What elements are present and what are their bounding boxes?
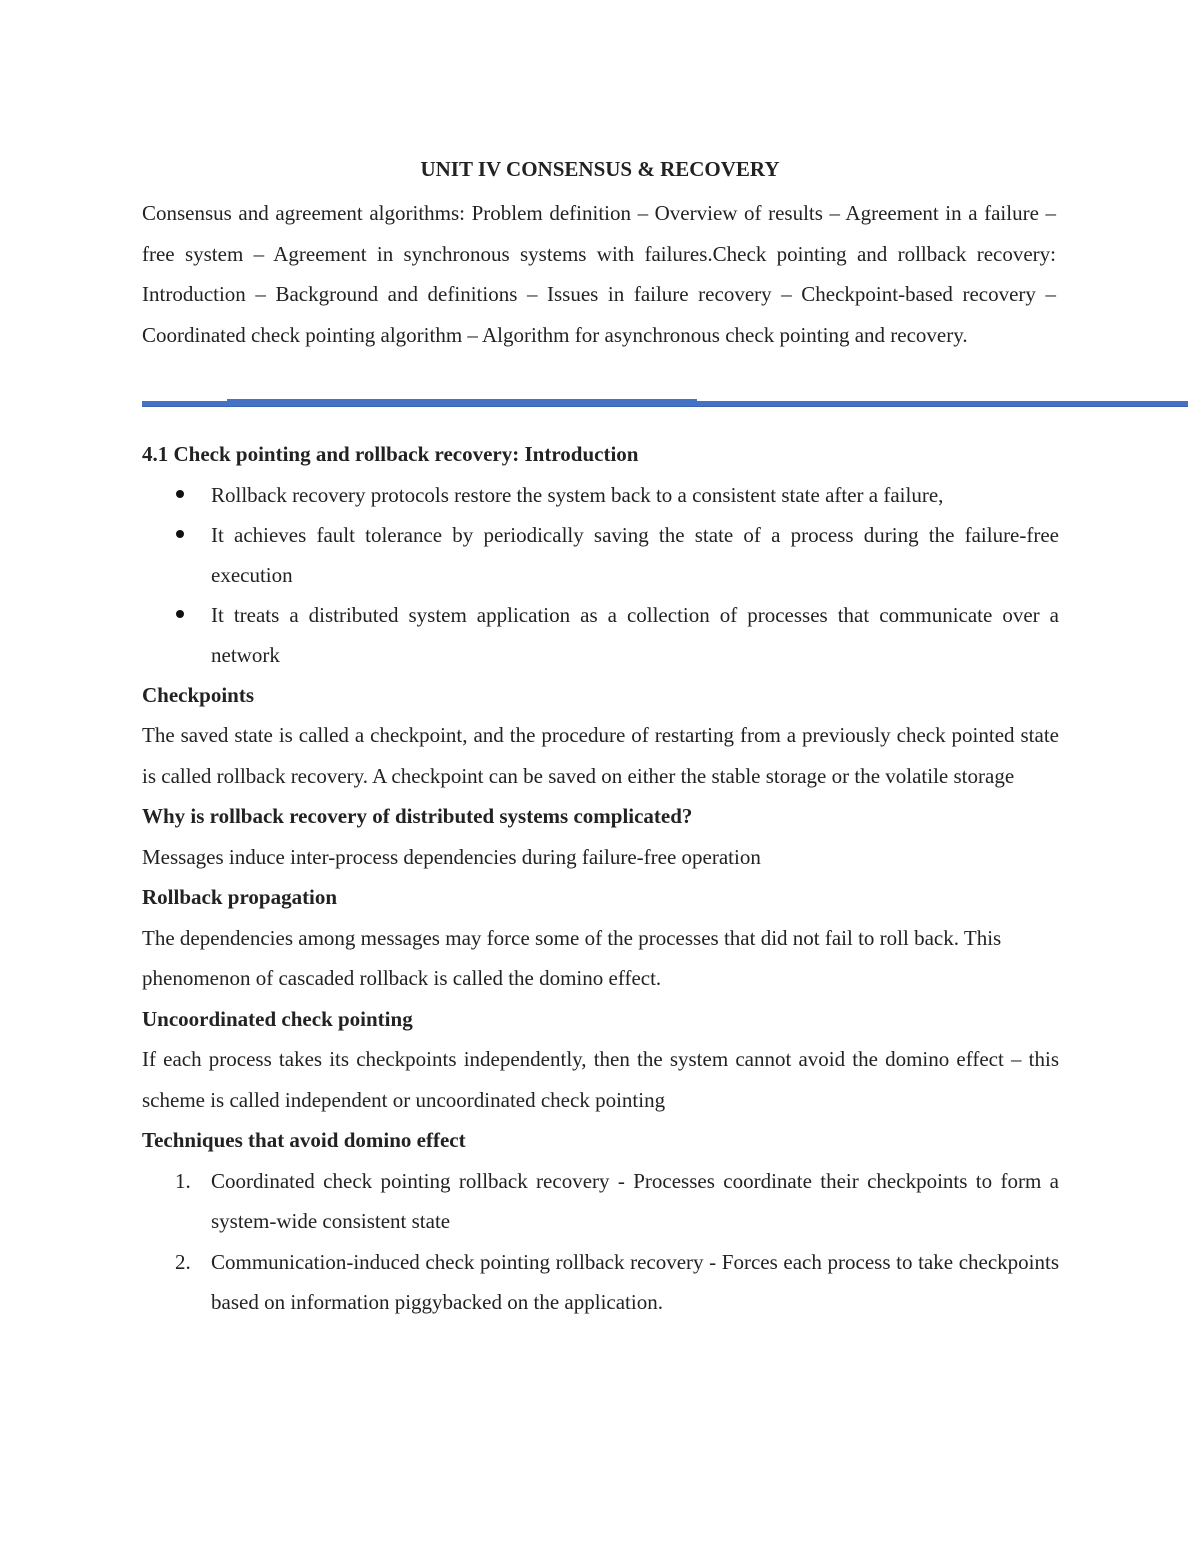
list-number: 1. (175, 1168, 191, 1193)
section-heading-4-1: 4.1 Check pointing and rollback recovery: Introduction (142, 442, 639, 466)
page-title: UNIT IV CONSENSUS & RECOVERY (420, 157, 780, 181)
heading-why-complicated: Why is rollback recovery of distributed systems complicated? (142, 804, 693, 828)
list-item (142, 1161, 1059, 1242)
paragraph-rollback-propagation: The dependencies among messages may force some of the processes that did not fail to roll back. This phenomenon of cascaded rollback is called the domino effect. (142, 925, 1002, 990)
document-body (142, 434, 1059, 1323)
paragraph-checkpoints: The saved state is called a checkpoint, and the procedure of restarting from a previously check pointed state is called rollback recovery. A checkpoint can be saved on either the stable storage or the volatile storage (142, 723, 1059, 788)
bullet-text: Rollback recovery protocols restore the system back to a consistent state after a failure, (211, 482, 944, 507)
bullet-icon (176, 610, 184, 618)
bullet-icon (176, 490, 184, 498)
list-item (142, 595, 1059, 675)
unit-syllabus-intro: Consensus and agreement algorithms: Problem definition – Overview of results – Agreement in a failure – free system – Agreement in synchronous systems with failures.Check pointing and rollback recovery: Introduction – Background and definitions – Issues in failure recovery – Checkpoint-based recovery – Coordinated check pointing algorithm – Algorithm for asynchronous check pointing and recovery. (142, 201, 1056, 347)
bullet-text: It treats a distributed system application as a collection of processes that communicate over a network (211, 602, 1059, 667)
list-item-text: Communication-induced check pointing rollback recovery - Forces each process to take checkpoints based on information piggybacked on the application. (211, 1249, 1059, 1314)
bullet-text: It achieves fault tolerance by periodically saving the state of a process during the failure-free execution (211, 522, 1059, 587)
list-item (142, 1242, 1059, 1323)
techniques-numbered-list (142, 1161, 1059, 1323)
list-item-text: Coordinated check pointing rollback recovery - Processes coordinate their checkpoints to form a system-wide consistent state (211, 1168, 1059, 1233)
list-item (142, 475, 1059, 515)
divider-highlight (227, 399, 697, 401)
paragraph-uncoordinated: If each process takes its checkpoints independently, then the system cannot avoid the domino effect – this scheme is called independent or uncoordinated check pointing (142, 1047, 1059, 1112)
bullet-icon (176, 530, 184, 538)
intro-bullet-list (142, 475, 1059, 675)
heading-rollback-propagation: Rollback propagation (142, 885, 338, 909)
heading-uncoordinated: Uncoordinated check pointing (142, 1006, 413, 1031)
list-item (142, 515, 1059, 595)
list-number: 2. (175, 1249, 191, 1274)
heading-techniques: Techniques that avoid domino effect (142, 1128, 466, 1152)
heading-checkpoints: Checkpoints (142, 682, 255, 707)
paragraph-why-complicated: Messages induce inter-process dependencies during failure-free operation (142, 844, 761, 869)
section-divider (142, 401, 1188, 407)
